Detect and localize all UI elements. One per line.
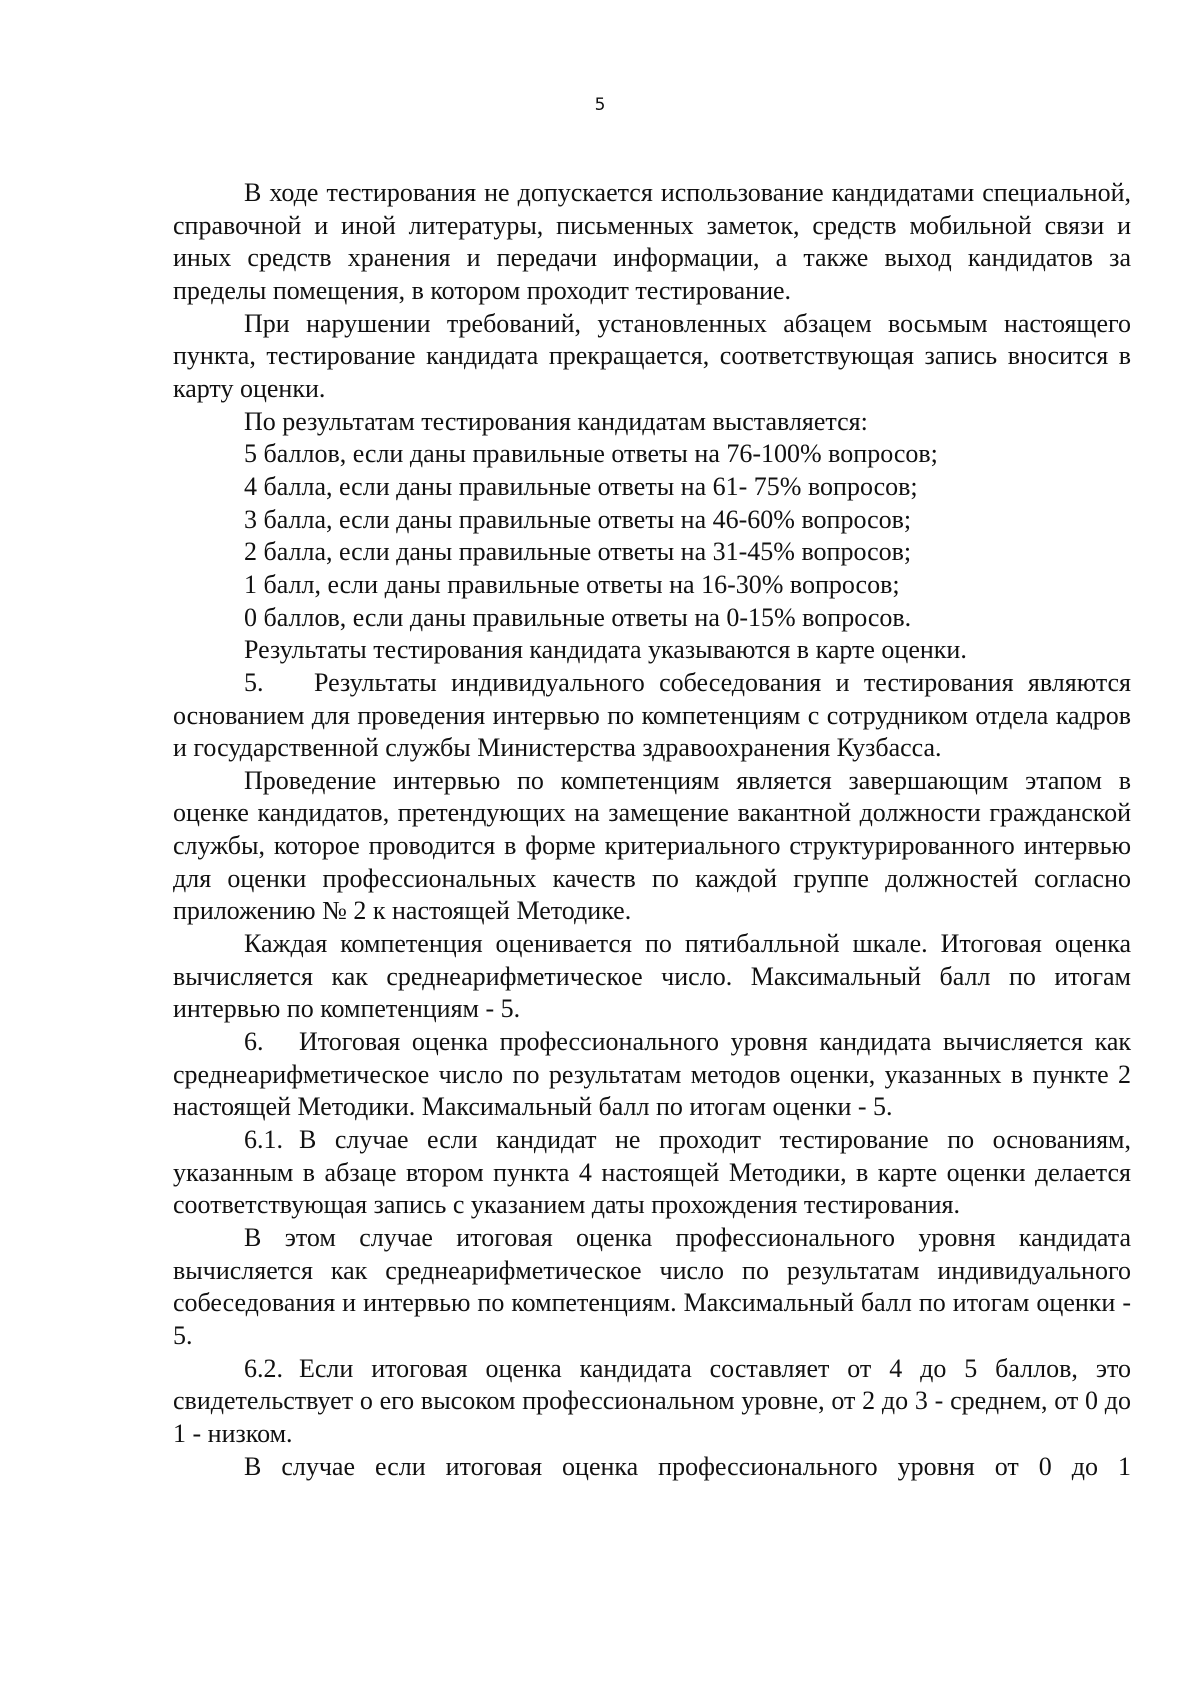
score-line-2: 2 балла, если даны правильные ответы на 31-45% вопросов; [244,537,912,567]
page-number: 5 [594,95,606,115]
paragraph-alternate-scoring: В этом случае итоговая оценка профессионального уровня кандидата вычисляется как среднеарифметическое число по результатам индивидуального собеседования и интервью по компетенциям. Максимальный балл по итогам оценки - 5. [173,1223,1131,1350]
paragraph-item-5: 5. Результаты индивидуального собеседования и тестирования являются основанием для проведения интервью по компетенциям с сотрудником отдела кадров и государственной службы Министерства здравоохранения Кузбасса. [173,667,1131,763]
paragraph-item-6: 6. Итоговая оценка профессионального уровня кандидата вычисляется как среднеарифметическое число по результатам методов оценки, указанных в пункте 2 настоящей Методики. Максимальный балл по итогам оценки - 5. [173,1027,1131,1122]
paragraph-low-score-case: В случае если итоговая оценка профессионального уровня от 0 до 1 [244,1451,1131,1481]
paragraph-item-6-2: 6.2. Если итоговая оценка кандидата составляет от 4 до 5 баллов, это свидетельствует о его высоком профессиональном уровне, от 2 до 3 - среднем, от 0 до 1 - низком. [173,1353,1131,1448]
paragraph-competency-scale: Каждая компетенция оценивается по пятибалльной шкале. Итоговая оценка вычисляется как среднеарифметическое число. Максимальный балл по итогам интервью по компетенциям - 5. [173,929,1131,1024]
score-line-5: 5 баллов, если даны правильные ответы на 76-100% вопросов; [244,439,938,469]
item-number: 6.2. [244,1353,283,1383]
item-number: 5. [244,667,264,697]
score-line-3: 3 балла, если даны правильные ответы на 46-60% вопросов; [244,504,912,534]
paragraph-item-6-1: 6.1. В случае если кандидат не проходит тестирование по основаниям, указанным в абзаце втором пункта 4 настоящей Методики, в карте оценки делается соответствующая запись с указанием даты прохождения тестирования. [173,1125,1131,1220]
score-line-1: 1 балл, если даны правильные ответы на 16-30% вопросов; [244,569,900,599]
paragraph-scoring-intro: По результатам тестирования кандидатам выставляется: [244,406,868,436]
item-number: 6.1. [244,1125,283,1155]
paragraph-violation: При нарушении требований, установленных абзацем восьмым настоящего пункта, тестирование кандидата прекращается, соответствующая запись вносится в карту оценки. [173,308,1131,403]
paragraph-interview-description: Проведение интервью по компетенциям является завершающим этапом в оценке кандидатов, претендующих на замещение вакантной должности гражданской службы, которое проводится в форме критериального структурированного интервью для оценки профессиональных качеств по каждой группе должностей согласно приложению № 2 к настоящей Методике. [173,765,1131,926]
score-line-4: 4 балла, если даны правильные ответы на 61- 75% вопросов; [244,471,918,501]
document-body [173,177,1131,1483]
score-line-0: 0 баллов, если даны правильные ответы на 0-15% вопросов. [244,602,912,632]
item-number: 6. [244,1027,264,1057]
paragraph-testing-restrictions: В ходе тестирования не допускается использование кандидатами специальной, справочной и иной литературы, письменных заметок, средств мобильной связи и иных средств хранения и передачи информации, а также выход кандидатов за пределы помещения, в котором проходит тестирование. [173,178,1131,305]
paragraph-results-recorded: Результаты тестирования кандидата указываются в карте оценки. [244,635,967,665]
